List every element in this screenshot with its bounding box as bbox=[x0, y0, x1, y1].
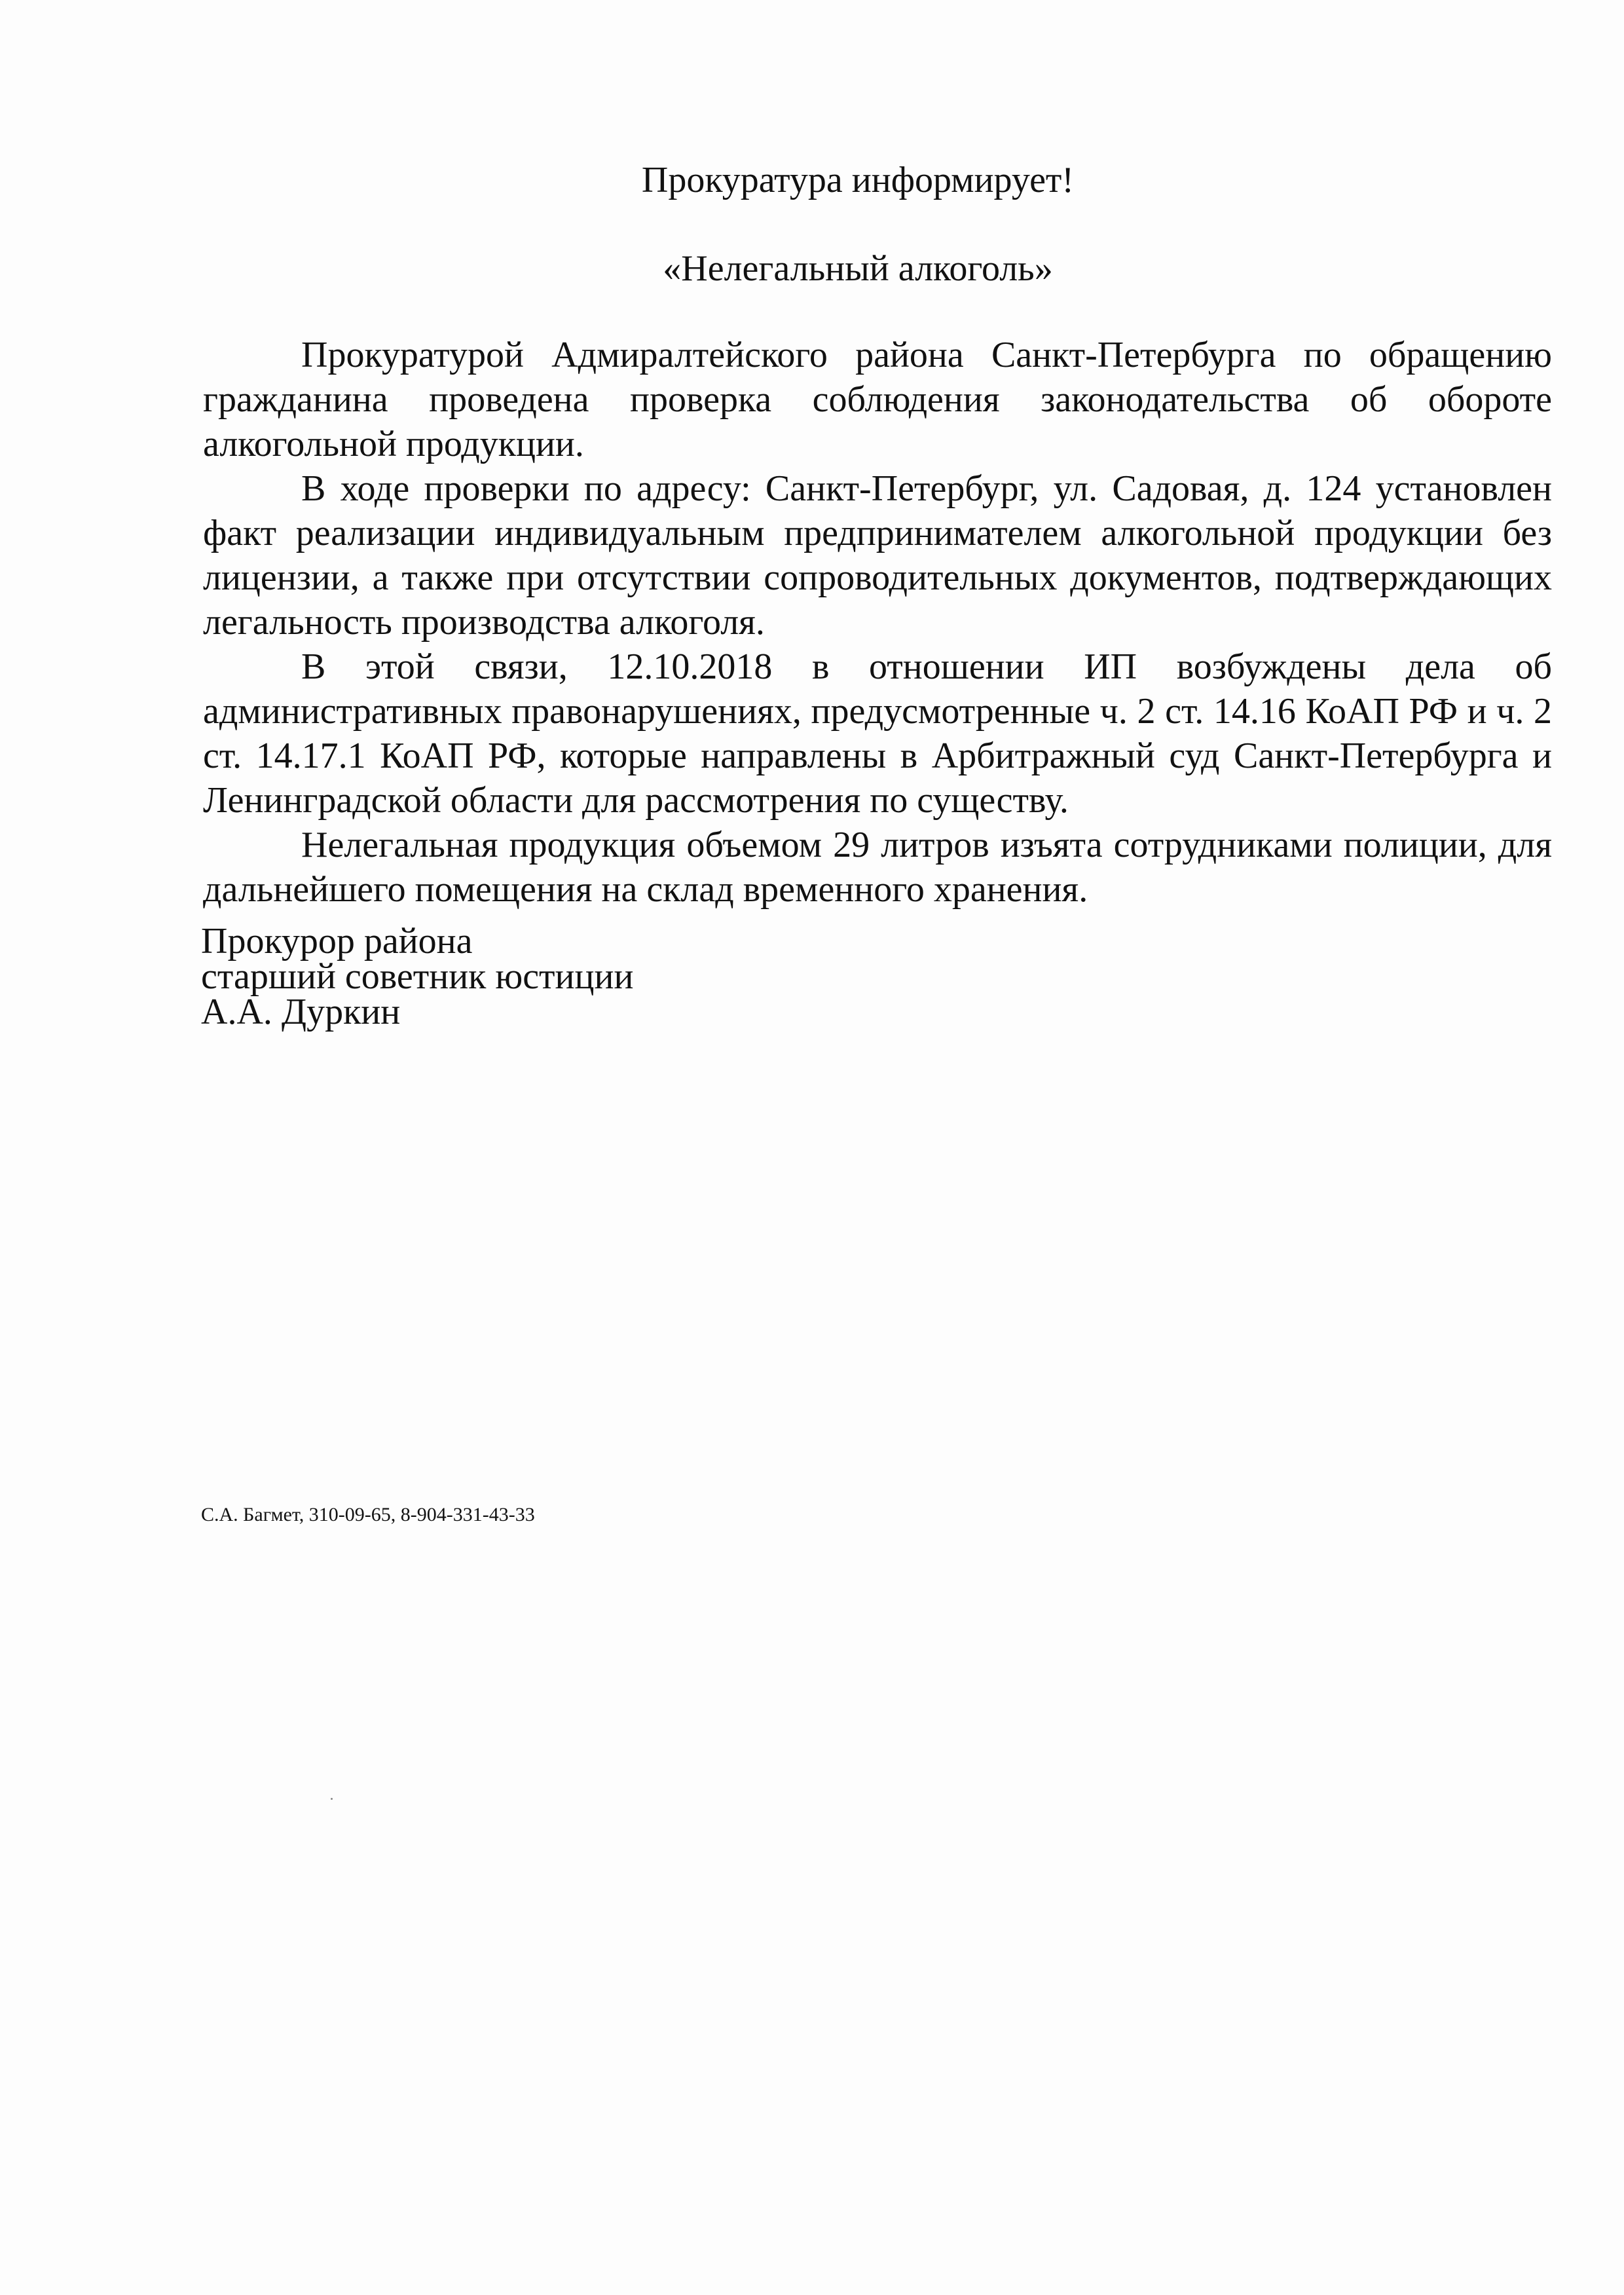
document-subheading: «Нелегальный алкоголь» bbox=[663, 248, 1053, 289]
scan-speck bbox=[331, 1798, 333, 1800]
paragraph-findings: В ходе проверки по адресу: Санкт-Петербург, ул. Садовая, д. 124 установлен факт реализации индивидуальным предпринимателем алкогольной продукции без лицензии, а также при отсутствии сопроводительных документов, подтверждающих легальность производства алкоголя. bbox=[203, 468, 1552, 643]
document-body bbox=[203, 333, 1552, 912]
paragraph-proceedings: В этой связи, 12.10.2018 в отношении ИП возбуждены дела об административных правонарушениях, предусмотренные ч. 2 ст. 14.16 КоАП РФ и ч. 2 ст. 14.17.1 КоАП РФ, которые направлены в Арбитражный суд Санкт-Петербурга и Ленинградской области для рассмотрения по существу. bbox=[203, 646, 1552, 821]
paragraph-inspection: Прокуратурой Адмиралтейского района Санкт-Петербурга по обращению гражданина проведена проверка соблюдения законодательства об обороте алкогольной продукции. bbox=[203, 335, 1552, 464]
executor-contact-note: С.А. Багмет, 310-09-65, 8-904-331-43-33 bbox=[201, 1504, 535, 1525]
document-heading: Прокуратура информирует! bbox=[641, 160, 1075, 200]
paragraph-seizure: Нелегальная продукция объемом 29 литров изъята сотрудниками полиции, для дальнейшего помещения на склад временного хранения. bbox=[203, 825, 1552, 910]
signature-rank: старший советник юстиции bbox=[201, 956, 634, 997]
signature-name: А.А. Дуркин bbox=[201, 992, 401, 1032]
signature-block bbox=[201, 921, 634, 1032]
signature-position: Прокурор района bbox=[201, 921, 473, 961]
